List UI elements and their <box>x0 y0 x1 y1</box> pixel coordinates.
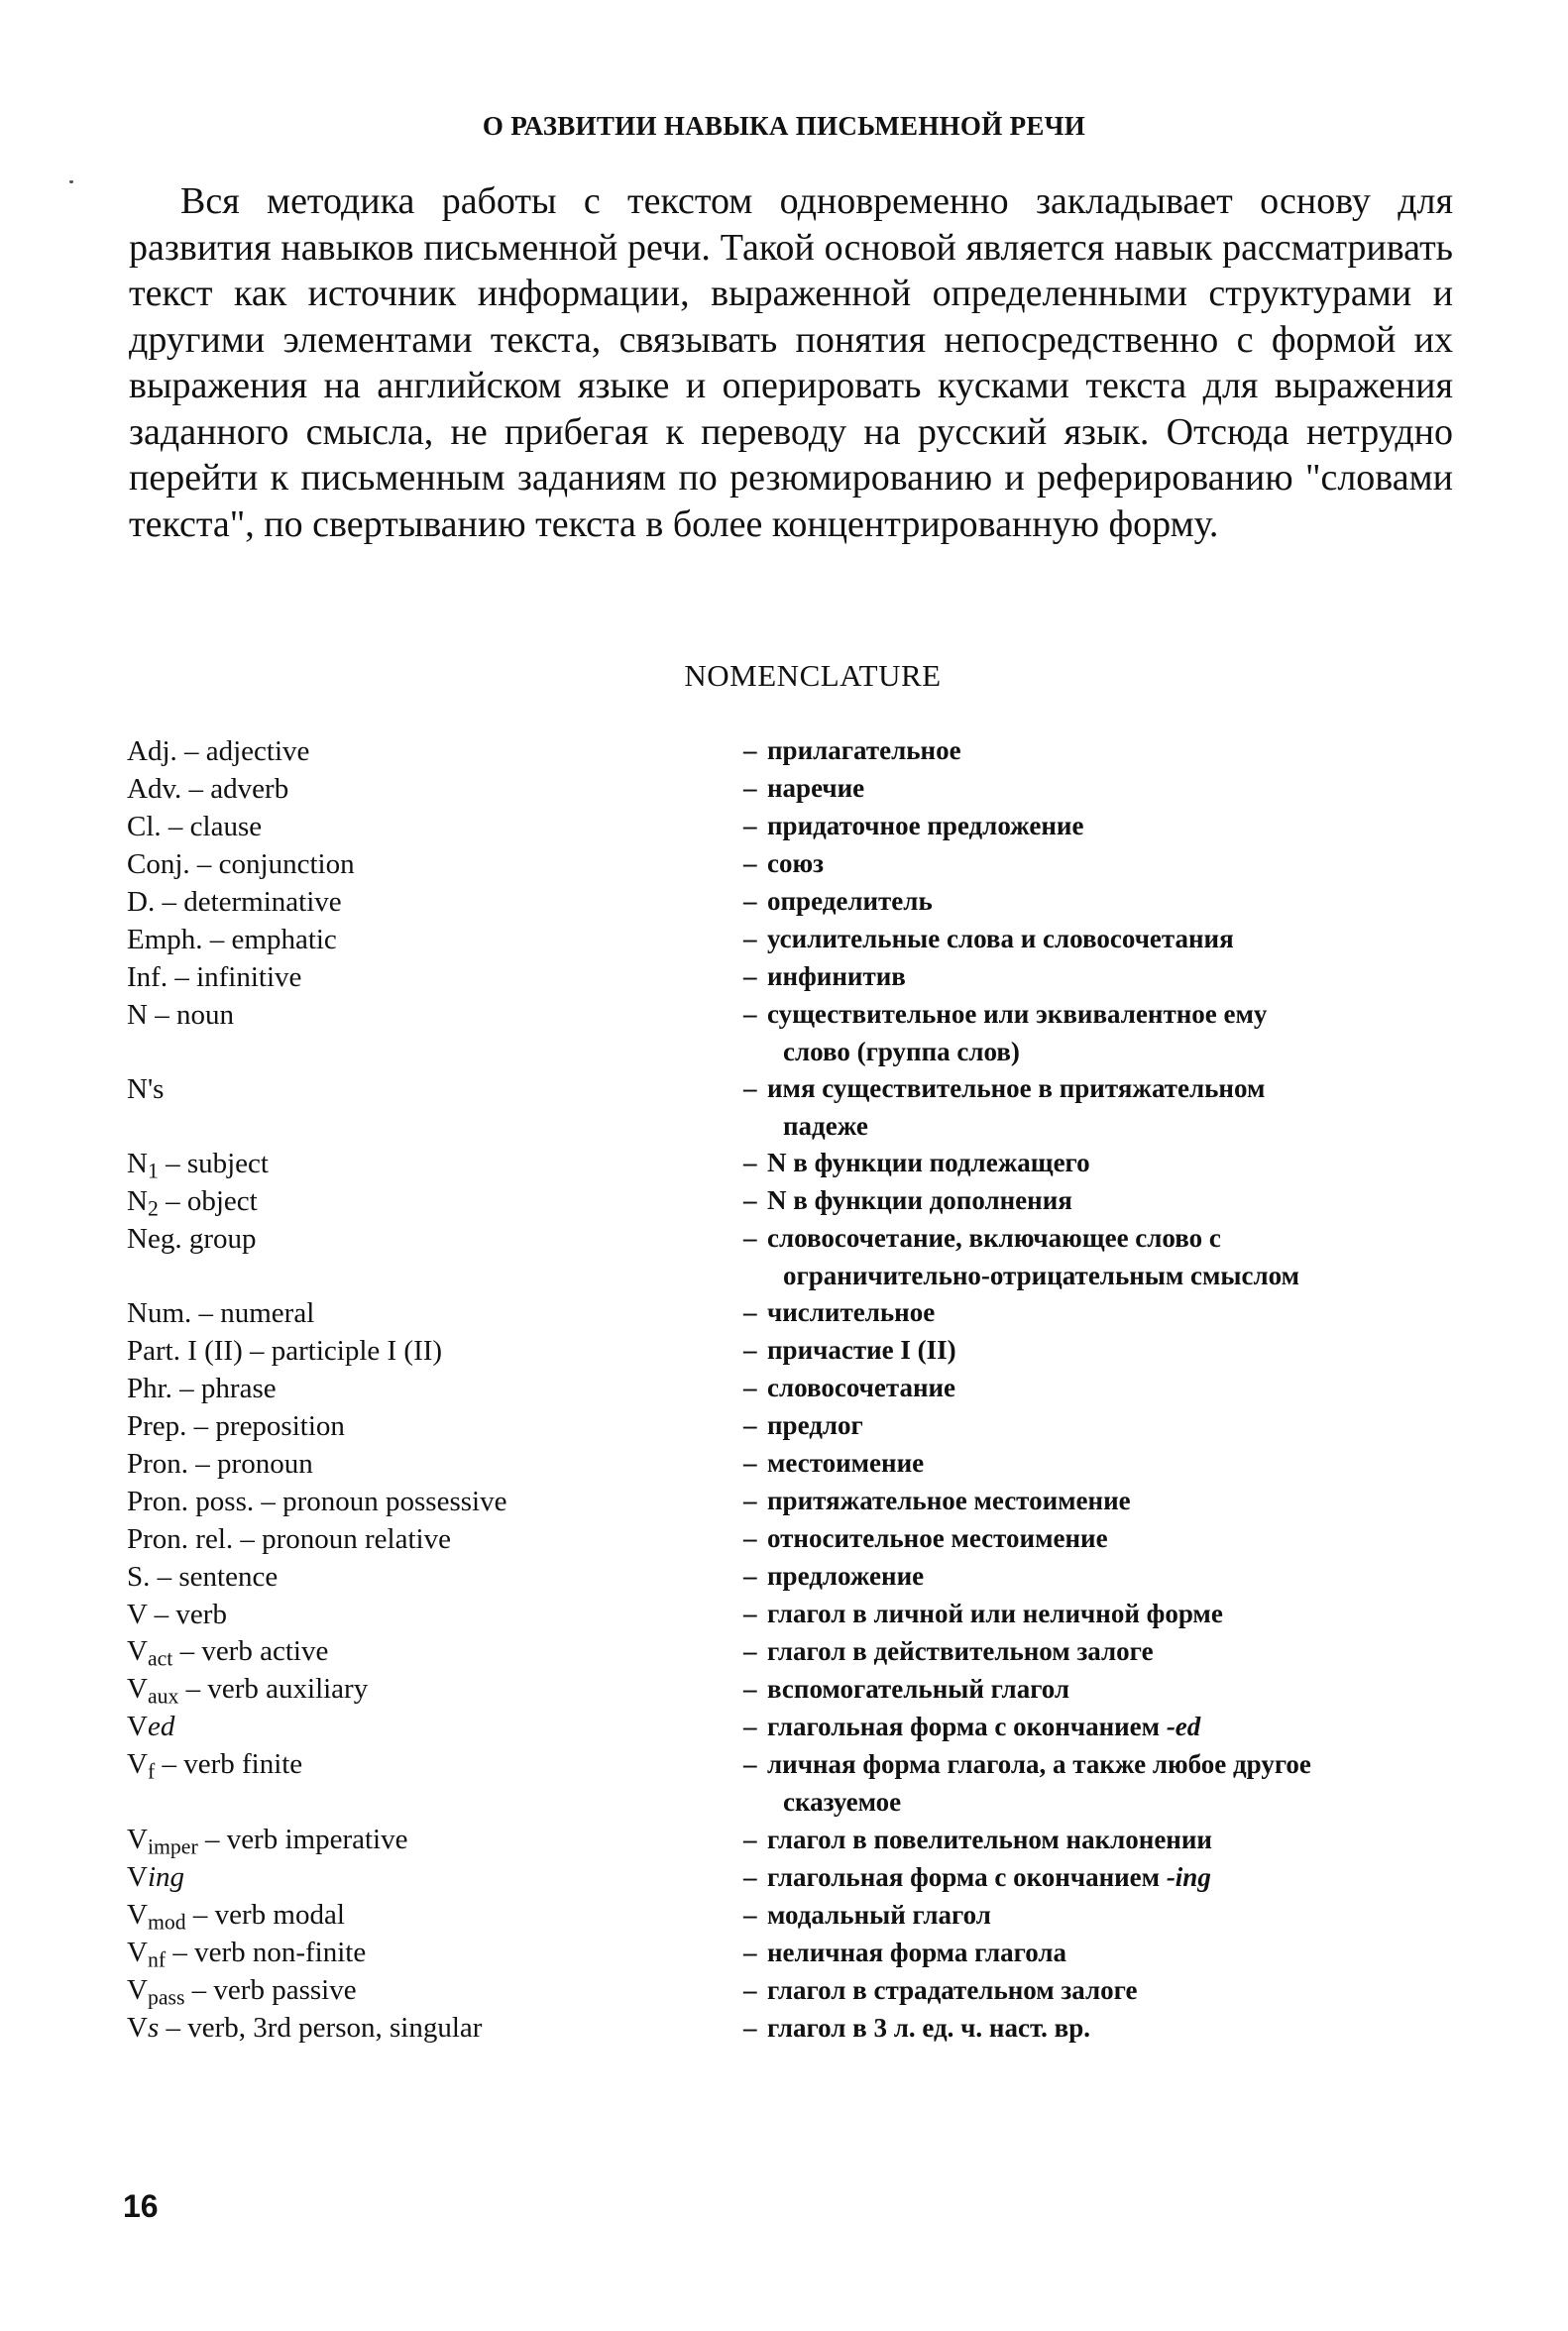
def-text: предложение <box>767 1561 925 1591</box>
term-neg-group: Neg. group <box>127 1223 257 1255</box>
def-continuation: слово (группа слов) <box>783 1036 1020 1066</box>
def-text: вспомогательный глагол <box>767 1674 1070 1704</box>
def-text: глагол в действительном залоге <box>767 1636 1154 1666</box>
dash: – <box>743 1185 757 1215</box>
def-s <box>743 1558 1443 1596</box>
dash: – <box>743 1712 757 1741</box>
term-v-mod <box>127 1897 345 1940</box>
dash: – <box>743 735 757 765</box>
section-heading: О РАЗВИТИИ НАВЫКА ПИСЬМЕННОЙ РЕЧИ <box>482 111 1086 141</box>
term-rest: – verb non-finite <box>166 1937 367 1968</box>
def-inf <box>743 958 1443 996</box>
def-adv <box>743 770 1443 808</box>
def-italic: -ed <box>1166 1712 1201 1741</box>
dash: – <box>743 886 757 916</box>
def-conj <box>743 845 1443 883</box>
def-text: глагольная форма с окончанием <box>767 1862 1167 1892</box>
def-cl <box>743 808 1443 845</box>
def-v-mod <box>743 1897 1443 1935</box>
term-italic: s <box>147 2012 160 2044</box>
term-rest: – verb, 3rd person, singular <box>159 2012 483 2044</box>
term-emph: Emph. – emphatic <box>127 924 337 955</box>
def-phr <box>743 1370 1443 1407</box>
dash: – <box>743 1335 757 1365</box>
term-v: V – verb <box>127 1599 227 1630</box>
dash: – <box>743 1410 757 1440</box>
term-italic: ed <box>147 1711 175 1742</box>
term-base: V <box>127 1635 148 1667</box>
term-subscript: nf <box>147 1947 167 1972</box>
def-emph <box>743 921 1443 958</box>
term-inf: Inf. – infinitive <box>127 961 302 993</box>
def-v-s <box>743 2010 1443 2048</box>
term-subscript: f <box>147 1759 156 1784</box>
def-text: определитель <box>767 886 933 916</box>
term-n: N – noun <box>127 999 234 1031</box>
def-v-imper <box>743 1822 1443 1859</box>
dash: – <box>743 773 757 803</box>
def-v <box>743 1596 1443 1633</box>
dash: – <box>743 1223 757 1253</box>
dash: – <box>743 1938 757 1967</box>
term-base: V <box>127 2012 148 2044</box>
def-pron-rel <box>743 1520 1443 1558</box>
def-text: личная форма глагола, а также любое другое <box>767 1749 1311 1779</box>
term-base: V <box>127 1673 148 1705</box>
def-v-f <box>743 1746 1443 1821</box>
term-pron-rel: Pron. rel. – pronoun relative <box>127 1523 451 1555</box>
dash: – <box>743 1073 757 1103</box>
term-base: N <box>127 1185 148 1217</box>
dash: – <box>743 2013 757 2043</box>
def-text: словосочетание, включающее слово с <box>767 1223 1221 1253</box>
def-text: словосочетание <box>767 1373 956 1402</box>
term-v-f <box>127 1746 302 1789</box>
dash: – <box>743 1148 757 1177</box>
term-subscript: pass <box>147 1985 185 2010</box>
def-text: причастие I (II) <box>767 1335 956 1365</box>
term-subscript: 1 <box>147 1159 159 1183</box>
term-v-nf <box>127 1935 366 1977</box>
def-text: N в функции дополнения <box>767 1185 1072 1215</box>
term-rest: – verb passive <box>184 1974 357 2006</box>
term-v-pass <box>127 1972 357 2015</box>
def-text: N в функции подлежащего <box>767 1148 1090 1177</box>
def-text: союз <box>767 848 824 878</box>
def-continuation: падеже <box>783 1110 868 1141</box>
term-part: Part. I (II) – participle I (II) <box>127 1335 443 1367</box>
def-text: имя существительное в притяжательном <box>767 1073 1266 1103</box>
def-text: глагол в 3 л. ед. ч. наст. вр. <box>767 2013 1091 2043</box>
term-rest: – verb auxiliary <box>178 1673 369 1705</box>
term-subscript: imper <box>147 1834 198 1859</box>
def-text: наречие <box>767 773 865 803</box>
dash: – <box>743 1599 757 1628</box>
def-text: неличная форма глагола <box>767 1938 1067 1967</box>
def-pron <box>743 1445 1443 1483</box>
term-adv: Adv. – adverb <box>127 773 289 805</box>
dash: – <box>743 1825 757 1854</box>
dash: – <box>743 1749 757 1779</box>
term-subscript: aux <box>147 1684 179 1709</box>
term-ns: N's <box>127 1073 165 1105</box>
term-base: V <box>127 1974 148 2006</box>
def-text: предлог <box>767 1410 863 1440</box>
def-text: притяжательное местоимение <box>767 1486 1131 1515</box>
def-text: глагольная форма с окончанием <box>767 1712 1167 1741</box>
term-base: V <box>127 1711 148 1742</box>
term-subscript: mod <box>147 1910 186 1935</box>
def-n1 <box>743 1145 1443 1182</box>
term-subscript: 2 <box>147 1196 159 1221</box>
term-n2 <box>127 1183 258 1226</box>
term-base: V <box>127 1861 148 1893</box>
term-v-ing <box>127 1859 184 1895</box>
page-number: 16 <box>123 2188 159 2224</box>
term-rest: – object <box>158 1185 258 1217</box>
term-base: V <box>127 1937 148 1968</box>
nomenclature-title: NOMENCLATURE <box>684 658 942 693</box>
def-v-ing <box>743 1859 1443 1897</box>
def-v-act <box>743 1633 1443 1671</box>
def-d <box>743 883 1443 921</box>
dash: – <box>743 848 757 878</box>
term-prep: Prep. – preposition <box>127 1410 345 1442</box>
def-text: местоимение <box>767 1448 925 1478</box>
def-text: усилительные слова и словосочетания <box>767 924 1234 953</box>
dash: – <box>743 1900 757 1930</box>
def-v-nf <box>743 1935 1443 1972</box>
intro-paragraph: Вся методика работы с текстом одновременно закладывает основу для развития навыков письменной речи. Такой основой является навык рассматривать текст как источник информации, выраженной определенными структурами и другими элементами текста, связывать понятия непосредственно с формой их выражения на английском языке и оперировать кусками текста для выражения заданного смысла, не прибегая к переводу на русский язык. Отсюда нетрудно перейти к письменным заданиям по резюмированию и реферированию "словами текста", по свертыванию текста в более концентрированную форму. <box>129 180 1453 545</box>
term-phr: Phr. – phrase <box>127 1373 277 1404</box>
def-text: относительное местоимение <box>767 1523 1108 1553</box>
term-d: D. – determinative <box>127 886 342 918</box>
dash: – <box>743 1486 757 1515</box>
def-num <box>743 1294 1443 1332</box>
term-subscript: act <box>147 1646 173 1671</box>
term-rest: – verb modal <box>185 1899 345 1931</box>
term-v-act <box>127 1633 328 1676</box>
term-rest: – verb active <box>172 1635 329 1667</box>
dash: – <box>743 999 757 1029</box>
def-text: прилагательное <box>767 735 961 765</box>
def-text: глагол в страдательном залоге <box>767 1975 1138 2005</box>
term-pron-poss: Pron. poss. – pronoun possessive <box>127 1486 507 1517</box>
term-base: V <box>127 1899 148 1931</box>
term-rest: – subject <box>158 1148 269 1179</box>
dash: – <box>743 811 757 840</box>
def-italic: -ing <box>1166 1862 1211 1892</box>
term-conj: Conj. – conjunction <box>127 848 355 880</box>
def-neg-group <box>743 1220 1443 1294</box>
def-ns <box>743 1070 1443 1145</box>
def-v-pass <box>743 1972 1443 2010</box>
def-part <box>743 1332 1443 1370</box>
def-text: числительное <box>767 1297 936 1327</box>
def-text: инфинитив <box>767 961 906 991</box>
term-num: Num. – numeral <box>127 1297 315 1329</box>
dash: – <box>743 1975 757 2005</box>
def-adj <box>743 732 1443 770</box>
term-rest: – verb imperative <box>197 1824 408 1855</box>
dash: – <box>743 1674 757 1704</box>
def-n <box>743 996 1443 1070</box>
def-text: существительное или эквивалентное ему <box>767 999 1268 1029</box>
dash: – <box>743 961 757 991</box>
term-base: V <box>127 1748 148 1780</box>
term-cl: Cl. – clause <box>127 811 263 842</box>
def-v-aux <box>743 1671 1443 1709</box>
def-n2 <box>743 1182 1443 1220</box>
term-pron: Pron. – pronoun <box>127 1448 313 1480</box>
def-v-ed <box>743 1709 1443 1746</box>
def-continuation: сказуемое <box>783 1786 902 1817</box>
def-text: глагол в повелительном наклонении <box>767 1825 1212 1854</box>
dash: – <box>743 1297 757 1327</box>
def-text: глагол в личной или неличной форме <box>767 1599 1223 1628</box>
term-s: S. – sentence <box>127 1561 279 1593</box>
def-pron-poss <box>743 1483 1443 1520</box>
term-n1 <box>127 1146 269 1188</box>
term-v-aux <box>127 1671 368 1714</box>
dash: – <box>743 1636 757 1666</box>
def-continuation: ограничительно-отрицательным смыслом <box>783 1260 1299 1290</box>
term-adj: Adj. – adjective <box>127 735 310 767</box>
def-prep <box>743 1407 1443 1445</box>
term-italic: ing <box>147 1861 185 1893</box>
dash: – <box>743 1523 757 1553</box>
dash: – <box>743 1373 757 1402</box>
term-rest: – verb finite <box>155 1748 303 1780</box>
term-base: N <box>127 1148 148 1179</box>
dash: – <box>743 924 757 953</box>
term-v-ed <box>127 1709 174 1744</box>
dash: – <box>743 1448 757 1478</box>
term-v-imper <box>127 1822 407 1864</box>
dash: – <box>743 1561 757 1591</box>
term-v-s <box>127 2010 482 2046</box>
term-base: V <box>127 1824 148 1855</box>
def-text: придаточное предложение <box>767 811 1084 840</box>
def-text: модальный глагол <box>767 1900 991 1930</box>
dash: – <box>743 1862 757 1892</box>
